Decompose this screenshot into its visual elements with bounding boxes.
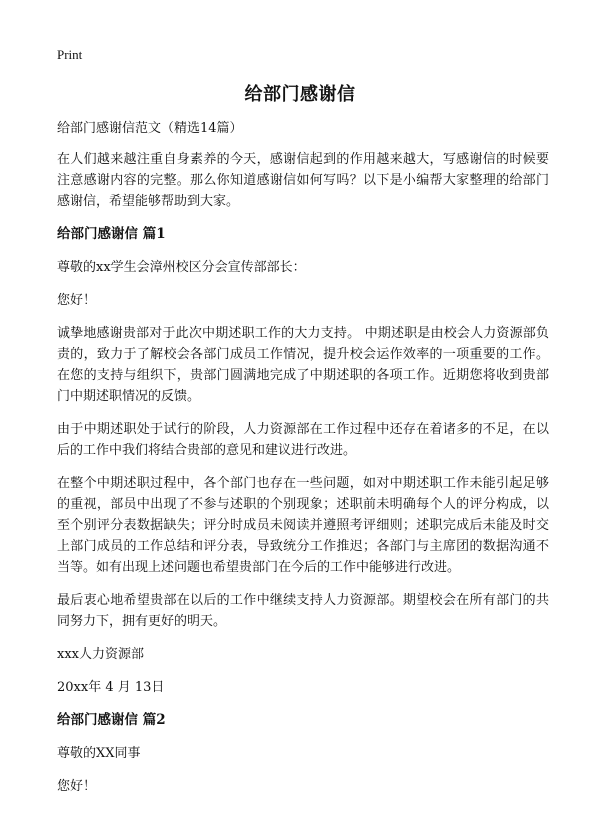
greeting: 您好！ <box>57 779 97 794</box>
signature: xxx人力资源部 <box>57 647 144 662</box>
letter-date: 20xx年 4 月 13日 <box>57 680 165 695</box>
salutation: 尊敬的xx学生会漳州校区分会宣传部部长： <box>57 260 306 275</box>
document-body <box>57 118 549 809</box>
body-paragraph: 诚挚地感谢贵部对于此次中期述职工作的大力支持。 中期述职是由校会人力资源部负责的，致力于了解校会各部门成员工作情况，提升校会运作效率的一项重要的工作。在您的支持与组织下，贵部门圆满地完成了中期述职的各项工作。近期您将收到贵部门中期述职情况的反馈。 <box>57 326 549 404</box>
document-subtitle: 给部门感谢信范文（精选14篇） <box>57 121 243 136</box>
body-paragraph: 在整个中期述职过程中，各个部门也存在一些问题，如对中期述职工作未能引起足够的重视，部员中出现了不参与述职的个别现象；述职前未明确每个人的评分构成，以至个别评分表数据缺失；评分时成员未阅读并遵照考评细则；述职完成后未能及时交上部门成员的工作总结和评分表，导致统分工作推迟；各部门与主席团的数据沟通不当等。如有出现上述问题也希望贵部门在今后的工作中能够进行改进。 <box>57 476 549 575</box>
document-title: 给部门感谢信 <box>244 84 356 105</box>
body-paragraph: 最后衷心地希望贵部在以后的工作中继续支持人力资源部。期望校会在所有部门的共同努力下，拥有更好的明天。 <box>57 593 549 629</box>
intro-paragraph: 在人们越来越注重自身素养的今天，感谢信起到的作用越来越大，写感谢信的时候要注意感谢内容的完整。那么你知道感谢信如何写吗？以下是小编帮大家整理的给部门感谢信，希望能够帮助到大家。 <box>57 152 549 209</box>
salutation: 尊敬的XX同事 <box>57 746 141 761</box>
print-link[interactable]: Print <box>57 47 83 62</box>
section-heading: 给部门感谢信 篇2 <box>57 712 166 728</box>
letter-section-1 <box>57 224 549 698</box>
body-paragraph: 由于中期述职处于试行的阶段，人力资源部在工作过程中还存在着诸多的不足，在以后的工作中我们将结合贵部的意见和建议进行改进。 <box>57 422 549 458</box>
letter-section-2 <box>57 710 549 797</box>
greeting: 您好！ <box>57 293 97 308</box>
section-heading: 给部门感谢信 篇1 <box>57 226 166 242</box>
